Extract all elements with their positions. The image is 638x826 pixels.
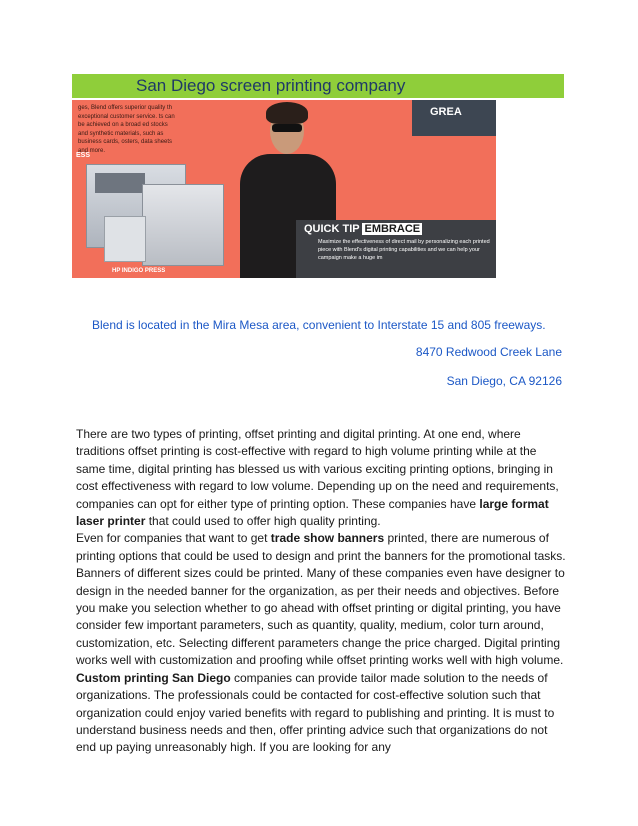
text-span: companies can provide tailor made solution to the needs of organizations. The professionals could be contacted for cost-effective solution such that organization could enjoy varied benefits with regard to publishing and printing. It is must to understand business needs and then, offer printing advice such that organizations do not end up paying unreasonably high. If you are looking for any	[76, 670, 555, 755]
press-label: ESS	[76, 152, 91, 159]
bold-term: Custom printing San Diego	[76, 670, 231, 685]
quick-tip-panel	[296, 220, 496, 278]
text-span: that could used to offer high quality printing.	[145, 514, 381, 529]
sunglasses	[272, 124, 302, 132]
location-line: Blend is located in the Mira Mesa area, convenient to Interstate 15 and 805 freeways.	[92, 318, 546, 332]
paragraph	[76, 530, 566, 669]
paragraph	[76, 426, 566, 530]
article-body	[76, 426, 566, 757]
paragraph	[76, 670, 566, 757]
hp-indigo-label: HP INDIGO PRESS	[112, 268, 166, 274]
hero-image	[72, 100, 496, 278]
printer-image	[104, 216, 146, 262]
printer-image	[142, 184, 224, 266]
quick-tip-embrace: EMBRACE	[364, 223, 421, 235]
text-span: printed, there are numerous of printing options that could be used to design and print the banners for the promotional tasks. Banners of different sizes could be printed. Many of these companies even have designer to design in the needed banner for the organization, as per their needs and objectives. Before you make you selection whether to go ahead with offset printing or digital printing, you have consider few important parameters, such as quantity, quality, medium, color turn around, customization, etc. Selecting different parameters change the price charged. Digital printing works well with customization and proofing while offset printing works well with high volume.	[76, 531, 566, 668]
hero-banner-top	[412, 100, 496, 136]
quick-tip-label: QUICK TIP	[304, 223, 360, 235]
street-address: 8470 Redwood Creek Lane	[415, 345, 562, 359]
text-span: Even for companies that want to get	[76, 531, 271, 546]
bold-term: trade show banners	[270, 531, 385, 546]
text-span: There are two types of printing, offset printing and digital printing. At one end, where traditions offset printing is cost-effective with regard to high volume printing while at the same time, digital printing has blessed us with various exciting printing options, bringing in cost effectiveness with regard to low volume. Depending up on the need and requirements, companies can opt for either type of printing option. These companies have	[76, 427, 559, 511]
city-address: San Diego, CA 92126	[446, 374, 562, 388]
page-title: San Diego screen printing company	[136, 76, 406, 95]
quick-tip-heading	[304, 223, 422, 235]
quick-tip-text: Maximize the effectiveness of direct mail by personalizing each printed piece with Blend's digital printing capabilities and we can help your campaign make a huge im	[318, 239, 490, 261]
title-bar	[72, 74, 564, 98]
bold-term: large format laser printer	[76, 496, 549, 529]
person-hair	[266, 102, 308, 124]
banner-top-text: GREA	[430, 106, 462, 118]
hero-text-block: ges, Blend offers superior quality th exceptional customer service. ts can be achieved on a broad ed stocks and synthetic materials, such as business cards, osters, data sheets and more.	[78, 105, 175, 154]
